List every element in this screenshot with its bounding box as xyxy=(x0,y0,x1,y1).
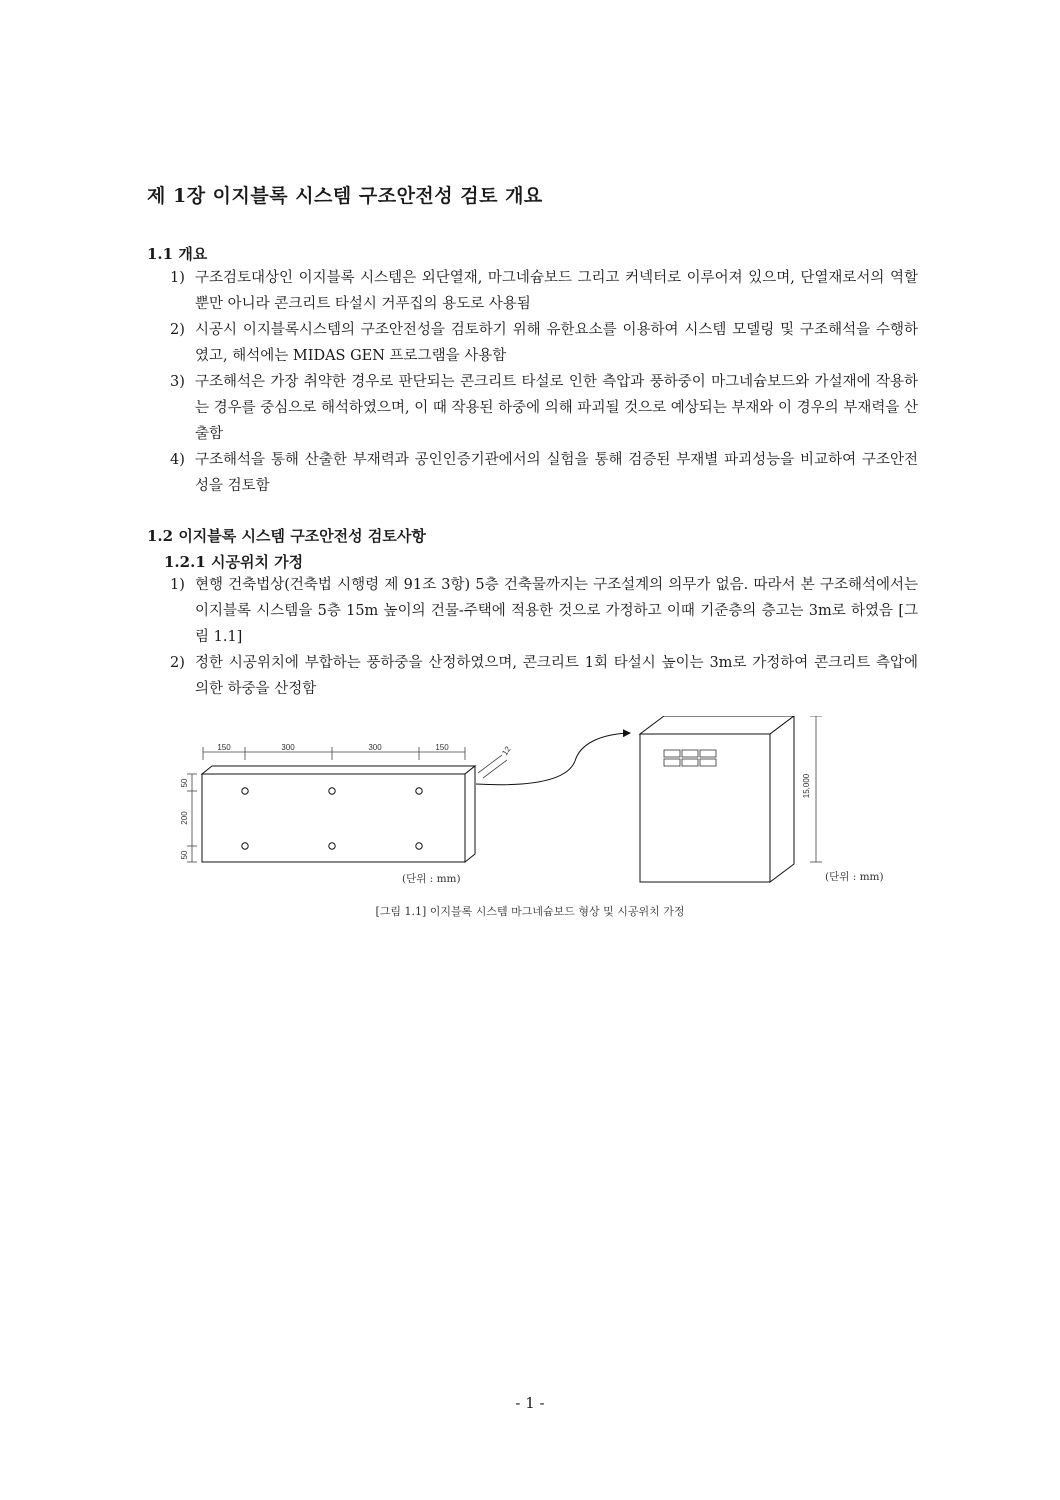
board-dim-50-top: 50 xyxy=(180,778,189,788)
figure-1-1 xyxy=(170,716,910,896)
list-item-text: 구조해석은 가장 취약한 경우로 판단되는 콘크리트 타설로 인한 측압과 풍하중이 마그네슘보드와 가설재에 작용하는 경우를 중심으로 해석하였으며, 이 때 작용된 하중에 의해 파괴될 것으로 예상되는 부재와 이 경우의 부재력을 산출함 xyxy=(195,374,918,442)
placement-arrow xyxy=(476,733,630,785)
list-item-number: 2) xyxy=(170,655,185,671)
list-item xyxy=(170,572,918,650)
building-height-label: 15,000 xyxy=(802,773,811,799)
board-thickness-dimension xyxy=(478,755,507,778)
page-number: - 1 - xyxy=(515,1394,545,1412)
board-dim-150-left: 150 xyxy=(217,743,231,752)
list-item xyxy=(170,447,918,499)
list-item xyxy=(170,369,918,447)
subsection-title-1-2-1: 1.2.1 시공위치 가정 xyxy=(164,553,304,571)
board-dim-300-right: 300 xyxy=(368,743,382,752)
chapter-title: 제 1장 이지블록 시스템 구조안전성 검토 개요 xyxy=(147,185,543,207)
list-item-number: 4) xyxy=(170,452,185,468)
list-item-number: 2) xyxy=(170,322,185,338)
section-title-1-2: 1.2 이지블록 시스템 구조안전성 검토사항 xyxy=(147,527,426,545)
list-item-text: 구조해석을 통해 산출한 부재력과 공인인증기관에서의 실험을 통해 검증된 부재별 파괴성능을 비교하여 구조안전성을 검토함 xyxy=(195,452,918,494)
unit-label-left: (단위 : mm) xyxy=(402,873,461,885)
list-item-text: 구조검토대상인 이지블록 시스템은 외단열재, 마그네슘보드 그리고 커넥터로 이루어져 있으며, 단열재로서의 역할뿐만 아니라 콘크리트 타설시 거푸집의 용도로 사용됨 xyxy=(195,270,918,312)
list-item xyxy=(170,317,918,369)
list-item-number: 1) xyxy=(170,577,185,593)
board-dim-300-left: 300 xyxy=(281,743,295,752)
building-height-dimension xyxy=(810,716,822,862)
figure-caption: [그림 1.1] 이지블록 시스템 마그네슘보드 형상 및 시공위치 가정 xyxy=(375,905,685,918)
board-dim-50-bottom: 50 xyxy=(180,850,189,860)
building-box xyxy=(640,716,794,882)
list-item xyxy=(170,650,918,702)
board-dim-200: 200 xyxy=(180,811,189,825)
list-item-text: 정한 시공위치에 부합하는 풍하중을 산정하였으며, 콘크리트 1회 타설시 높이는 3m로 가정하여 콘크리트 측압에 의한 하중을 산정함 xyxy=(195,655,918,697)
list-item-text: 시공시 이지블록시스템의 구조안전성을 검토하기 위해 유한요소를 이용하여 시스템 모델링 및 구조해석을 수행하였고, 해석에는 MIDAS GEN 프로그램을 사용함 xyxy=(195,322,918,364)
list-item-text: 현행 건축법상(건축법 시행령 제 91조 3항) 5층 건축물까지는 구조설계의 의무가 없음. 따라서 본 구조해석에서는 이지블록 시스템을 5층 15m 높이의 건물-주택에 적용한 것으로 가정하고 이때 기준층의 층고는 3m로 하였음 [그림 1.1] xyxy=(195,577,918,645)
list-item-number: 3) xyxy=(170,374,185,390)
section-title-1-1: 1.1 개요 xyxy=(147,245,208,263)
board-top-dimension-line xyxy=(203,747,465,760)
board-thickness-label: 12 xyxy=(500,744,513,758)
figure-drawing xyxy=(170,716,910,896)
list-item-number: 1) xyxy=(170,270,185,286)
board-dim-150-right: 150 xyxy=(435,743,449,752)
unit-label-right: (단위 : mm) xyxy=(825,871,884,883)
list-item xyxy=(170,265,918,317)
